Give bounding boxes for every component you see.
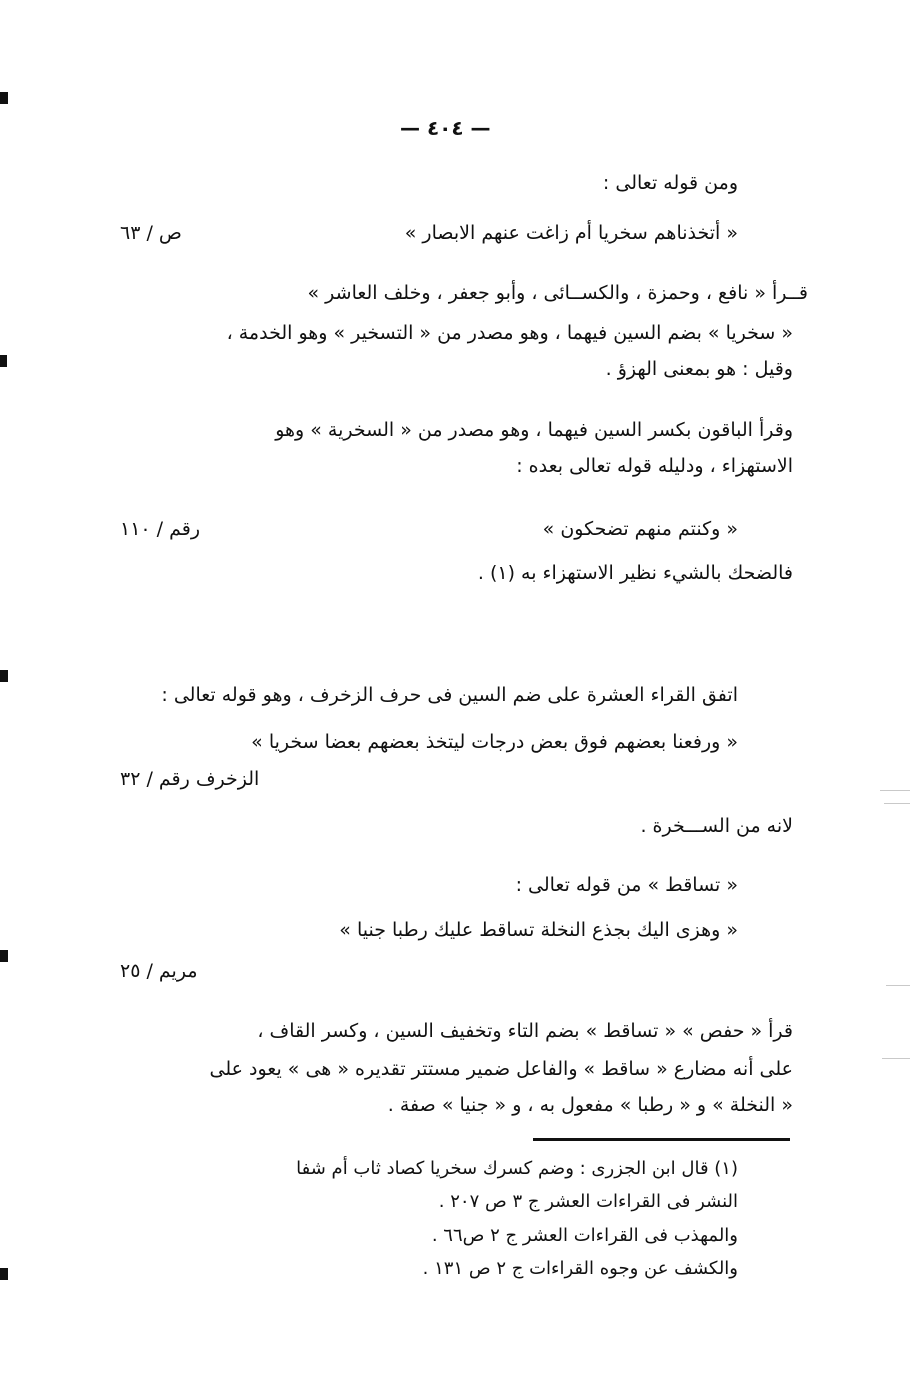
footnote-separator	[533, 1138, 790, 1141]
binding-mark	[0, 355, 7, 367]
text-line: الاستهزاء ، ودليله قوله تعالى بعده :	[516, 455, 793, 477]
text-line: قــرأ « نافع ، وحمزة ، والكســائى ، وأبو جعفر ، وخلف العاشر »	[307, 282, 808, 304]
text-line: وقيل : هو بمعنى الهزؤ .	[605, 358, 793, 380]
binding-mark	[0, 92, 8, 104]
text-line: لانه من الســـخرة .	[640, 815, 793, 837]
text-line: « النخلة » و « رطبا » مفعول به ، و « جنيا » صفة .	[387, 1094, 793, 1116]
scan-smudge	[884, 803, 910, 804]
page-number: — ٤٠٤ —	[400, 116, 491, 140]
binding-mark	[0, 670, 8, 682]
text-line: وقرأ الباقون بكسر السين فيهما ، وهو مصدر من « السخرية » وهو	[275, 419, 793, 441]
text-line: « تساقط » من قوله تعالى :	[515, 874, 738, 896]
scan-smudge	[880, 790, 910, 791]
text-line: على أنه مضارع « ساقط » والفاعل ضمير مستتر تقديره « هى » يعود على	[209, 1058, 793, 1080]
quran-verse: « وهزى اليك بجذع النخلة تساقط عليك رطبا جنيا »	[339, 919, 738, 941]
scan-smudge	[886, 985, 910, 986]
text-line: « سخريا » بضم السين فيهما ، وهو مصدر من « التسخير » وهو الخدمة ،	[226, 322, 793, 344]
binding-mark	[0, 1268, 8, 1280]
quran-verse: « وكنتم منهم تضحكون »	[542, 518, 738, 540]
scan-smudge	[882, 1058, 910, 1059]
verse-reference: الزخرف رقم / ٣٢	[120, 768, 260, 790]
footnote-line: النشر فى القراءات العشر ج ٣ ص ٢٠٧ .	[438, 1191, 738, 1212]
text-line: ومن قوله تعالى :	[602, 172, 738, 194]
verse-reference: رقم / ١١٠	[120, 518, 201, 540]
quran-verse: « أتخذناهم سخريا أم زاغت عنهم الابصار »	[404, 222, 738, 244]
footnote-line: (١) قال ابن الجزرى : وضم كسرك سخريا كصاد ثاب أم شفا	[296, 1158, 738, 1179]
text-line: فالضحك بالشيء نظير الاستهزاء به (١) .	[477, 562, 793, 584]
verse-reference: ص / ٦٣	[120, 222, 182, 244]
binding-mark	[0, 950, 8, 962]
text-line: اتفق القراء العشرة على ضم السين فى حرف الزخرف ، وهو قوله تعالى :	[161, 684, 738, 706]
quran-verse: « ورفعنا بعضهم فوق بعض درجات ليتخذ بعضهم بعضا سخريا »	[251, 731, 738, 753]
footnote-line: والمهذب فى القراءات العشر ج ٢ ص٦٦ .	[431, 1225, 738, 1246]
text-line: قرأ « حفص » « تساقط » بضم التاء وتخفيف السين ، وكسر القاف ،	[257, 1020, 793, 1042]
verse-reference: مريم / ٢٥	[120, 960, 198, 982]
footnote-line: والكشف عن وجوه القراءات ج ٢ ص ١٣١ .	[422, 1258, 738, 1279]
